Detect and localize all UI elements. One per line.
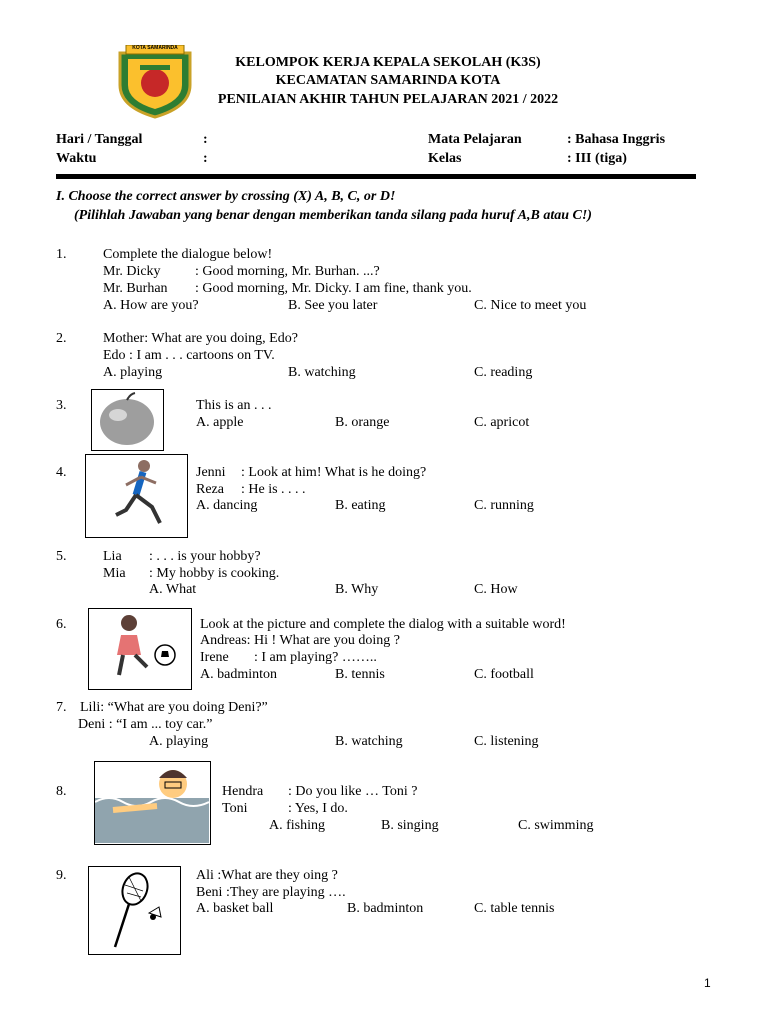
q2-line-1: Mother: What are you doing, Edo? <box>103 331 298 346</box>
header-line-3: PENILAIAN AKHIR TAHUN PELAJARAN 2021 / 2022 <box>217 92 559 107</box>
q1-number: 1. <box>56 247 67 262</box>
q5-line-1: : . . . is your hobby? <box>149 549 261 564</box>
q1-option-a[interactable]: A. How are you? <box>103 298 199 313</box>
q6-option-a[interactable]: A. badminton <box>200 667 277 682</box>
q8-speaker-2: Toni <box>222 801 248 816</box>
q7-option-c[interactable]: C. listening <box>474 734 539 749</box>
q9-number: 9. <box>56 868 67 883</box>
time-colon: : <box>203 151 208 166</box>
q3-option-c[interactable]: C. apricot <box>474 415 530 430</box>
q2-number: 2. <box>56 331 67 346</box>
day-colon: : <box>203 132 208 147</box>
q8-line-1: : Do you like … Toni ? <box>288 784 418 799</box>
q8-line-2: : Yes, I do. <box>288 801 348 816</box>
q8-number: 8. <box>56 784 67 799</box>
q4-option-a[interactable]: A. dancing <box>196 498 258 513</box>
class-value: : III (tiga) <box>567 151 627 166</box>
header-line-2: KECAMATAN SAMARINDA KOTA <box>275 73 501 88</box>
q9-line-2: Beni :They are playing …. <box>196 885 346 900</box>
q6-line-2: Andreas: Hi ! What are you doing ? <box>200 633 400 648</box>
q1-option-b[interactable]: B. See you later <box>288 298 378 313</box>
runner-picture <box>85 454 188 538</box>
q6-option-c[interactable]: C. football <box>474 667 534 682</box>
q4-speaker-1: Jenni <box>196 465 226 480</box>
q5-speaker-1: Lia <box>103 549 122 564</box>
q3-option-a[interactable]: A. apple <box>196 415 244 430</box>
q3-number: 3. <box>56 398 67 413</box>
logo-text: KOTA SAMARINDA <box>132 45 178 51</box>
q7-option-a[interactable]: A. playing <box>149 734 209 749</box>
q1-line-2: : Good morning, Mr. Dicky. I am fine, thank you. <box>195 281 472 296</box>
q8-option-c[interactable]: C. swimming <box>518 818 594 833</box>
q2-option-b[interactable]: B. watching <box>288 365 356 380</box>
q8-speaker-1: Hendra <box>222 784 264 799</box>
q8-option-b[interactable]: B. singing <box>381 818 439 833</box>
q7-number: 7. <box>56 700 67 715</box>
q9-option-b[interactable]: B. badminton <box>347 901 424 916</box>
q5-speaker-2: Mia <box>103 566 126 581</box>
apple-picture <box>91 389 164 451</box>
header-line-1: KELOMPOK KERJA KEPALA SEKOLAH (K3S) <box>235 55 541 70</box>
q4-line-2: : He is . . . . <box>241 482 306 497</box>
q2-option-c[interactable]: C. reading <box>474 365 533 380</box>
q5-option-c[interactable]: C. How <box>474 582 518 597</box>
q3-question: This is an . . . <box>196 398 272 413</box>
section-subtitle: (Pilihlah Jawaban yang benar dengan memberikan tanda silang pada huruf A,B atau C!) <box>74 208 592 223</box>
q9-line-1: Ali :What are they oing ? <box>196 868 338 883</box>
swimming-picture <box>94 761 211 845</box>
q5-option-a[interactable]: A. What <box>149 582 197 597</box>
subject-label: Mata Pelajaran <box>428 132 522 147</box>
q1-option-c[interactable]: C. Nice to meet you <box>474 298 587 313</box>
q2-option-a[interactable]: A. playing <box>103 365 163 380</box>
page-number: 1 <box>704 976 711 990</box>
day-label: Hari / Tanggal <box>56 132 143 147</box>
q6-option-b[interactable]: B. tennis <box>335 667 385 682</box>
q1-line-1: : Good morning, Mr. Burhan. ...? <box>195 264 380 279</box>
q4-option-c[interactable]: C. running <box>474 498 534 513</box>
q4-number: 4. <box>56 465 67 480</box>
q7-line-1: Lili: “What are you doing Deni?” <box>80 700 268 715</box>
q4-option-b[interactable]: B. eating <box>335 498 386 513</box>
q6-instruction: Look at the picture and complete the dialog with a suitable word! <box>200 617 566 632</box>
q7-option-b[interactable]: B. watching <box>335 734 403 749</box>
q9-option-c[interactable]: C. table tennis <box>474 901 555 916</box>
time-label: Waktu <box>56 151 97 166</box>
q3-option-b[interactable]: B. orange <box>335 415 390 430</box>
header-divider <box>56 174 696 179</box>
q6-speaker-3: Irene <box>200 650 229 665</box>
q4-line-1: : Look at him! What is he doing? <box>241 465 427 480</box>
q1-speaker-1: Mr. Dicky <box>103 264 161 279</box>
q8-option-a[interactable]: A. fishing <box>269 818 325 833</box>
q5-line-2: : My hobby is cooking. <box>149 566 280 581</box>
subject-value: : Bahasa Inggris <box>567 132 666 147</box>
football-picture <box>88 608 192 690</box>
q4-speaker-2: Reza <box>196 482 224 497</box>
class-label: Kelas <box>428 151 462 166</box>
q5-number: 5. <box>56 549 67 564</box>
q2-line-2: Edo : I am . . . cartoons on TV. <box>103 348 275 363</box>
q1-speaker-2: Mr. Burhan <box>103 281 168 296</box>
q9-option-a[interactable]: A. basket ball <box>196 901 274 916</box>
q6-number: 6. <box>56 617 67 632</box>
q1-instruction: Complete the dialogue below! <box>103 247 273 262</box>
q7-line-2: Deni : “I am ... toy car.” <box>78 717 213 732</box>
q6-line-3: : I am playing? …….. <box>254 650 377 665</box>
q5-option-b[interactable]: B. Why <box>335 582 379 597</box>
badminton-picture <box>88 866 181 955</box>
section-title: I. Choose the correct answer by crossing (X) A, B, C, or D! <box>56 189 396 204</box>
